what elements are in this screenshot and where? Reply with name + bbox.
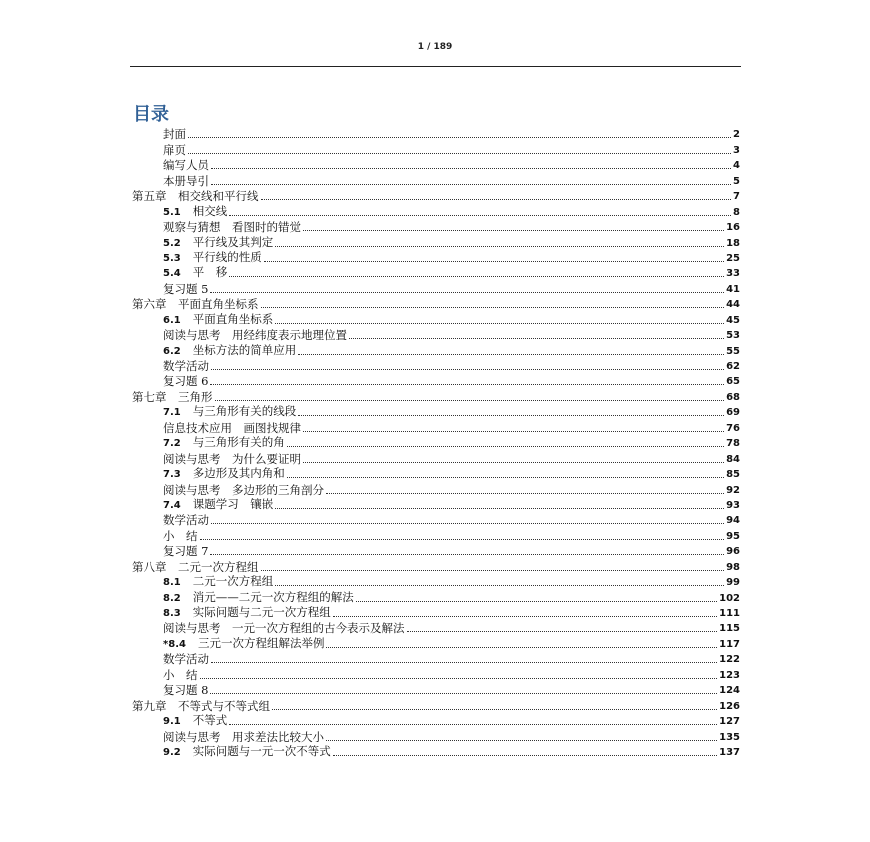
toc-entry-text: 阅读与思考 用求差法比较大小 [163, 729, 324, 744]
toc-dot-leader [333, 615, 717, 617]
toc-page-number: 111 [719, 608, 740, 619]
toc-entry-text: 不等式 [192, 713, 228, 728]
toc-entry-text: 复习题 8 [163, 683, 209, 698]
page-indicator: 1 / 189 [417, 42, 453, 52]
toc-dot-leader [275, 507, 724, 509]
toc-entry-text: 相交线 [192, 203, 228, 218]
toc-dot-leader [333, 754, 717, 756]
toc-dot-leader [188, 152, 731, 154]
toc-entry[interactable] [130, 574, 740, 589]
toc-entry-text: 实际问题与一元一次不等式 [192, 743, 331, 758]
toc-entry-text: 小 结 [163, 528, 198, 543]
toc-entry[interactable] [130, 388, 740, 403]
toc-entry[interactable] [130, 512, 740, 527]
toc-entry-label [163, 436, 285, 450]
toc-entry[interactable] [130, 682, 740, 697]
toc-entry[interactable] [130, 635, 740, 650]
toc-entry-label [163, 159, 209, 172]
toc-entry[interactable] [130, 172, 740, 187]
toc-entry[interactable] [130, 744, 740, 759]
toc-page-number: 126 [719, 700, 740, 712]
toc-entry-label [163, 360, 209, 373]
toc-page-number: 124 [719, 685, 740, 697]
toc-dot-leader [211, 167, 731, 169]
toc-entry[interactable] [130, 265, 740, 280]
toc-page-number: 115 [719, 623, 740, 635]
toc-dot-leader [298, 353, 724, 355]
toc-dot-leader [215, 399, 725, 401]
toc-entry[interactable] [130, 126, 740, 141]
toc-entry-text: 小 结 [163, 667, 198, 682]
toc-entry-text: 编写人员 [163, 158, 209, 173]
header-rule [130, 66, 741, 67]
toc-page-number: 3 [733, 144, 740, 156]
toc-entry-text: 阅读与思考 为什么要证明 [163, 451, 301, 466]
toc-page-number: 99 [726, 577, 740, 589]
toc-page-number: 68 [726, 391, 740, 403]
toc-page-number: 84 [726, 453, 740, 465]
toc-entry[interactable] [130, 311, 740, 326]
toc-dot-leader [210, 553, 724, 555]
toc-entry-label [163, 545, 208, 558]
toc-entry-text: 第五章 相交线和平行线 [132, 189, 259, 204]
toc-title: 目录 [133, 104, 169, 125]
toc-entry[interactable] [130, 435, 740, 450]
toc-page-number: 18 [726, 237, 740, 249]
toc-page-number: 33 [726, 268, 740, 280]
toc-page-number: 85 [726, 469, 740, 481]
toc-entry-label [163, 731, 324, 744]
toc-entry-text: 第七章 三角形 [132, 389, 213, 404]
toc-entry-label [132, 700, 270, 713]
toc-entry-text: 阅读与思考 多边形的三角剖分 [163, 482, 324, 497]
toc-entry[interactable] [130, 296, 740, 311]
toc-entry-text: 坐标方法的简单应用 [192, 342, 297, 357]
toc-entry[interactable] [130, 728, 740, 743]
toc-entry-text: 课题学习 镶嵌 [192, 496, 274, 511]
toc-entry-text: 第九章 不等式与不等式组 [132, 698, 270, 713]
toc-dot-leader [287, 476, 724, 478]
toc-section-number: 5.2 [163, 237, 181, 249]
toc-section-number: 7.2 [163, 438, 181, 450]
toc-entry-text: 多边形及其内角和 [192, 466, 285, 481]
toc-dot-leader [287, 445, 724, 447]
toc-entry-text: 信息技术应用 画图找规律 [163, 420, 301, 435]
toc-entry[interactable] [130, 466, 740, 481]
toc-entry[interactable] [130, 203, 740, 218]
toc-dot-leader [211, 183, 731, 185]
toc-entry-label [132, 391, 213, 404]
toc-entry-text: 复习题 7 [163, 544, 209, 559]
toc-section-number: 8.3 [163, 608, 181, 619]
toc-section-number: 7.3 [163, 469, 181, 481]
toc-page-number: 53 [726, 330, 740, 342]
toc-dot-leader [211, 522, 724, 524]
toc-entry[interactable] [130, 157, 740, 172]
toc-section-number: *8.4 [163, 638, 186, 650]
toc-dot-leader [261, 306, 725, 308]
toc-entry-text: 观察与猜想 看图时的错觉 [163, 220, 301, 235]
toc-page-number: 76 [726, 422, 740, 434]
toc-entry-label [163, 530, 198, 543]
toc-entry-label [163, 175, 209, 188]
toc-entry[interactable] [130, 141, 740, 156]
toc-page-number: 137 [719, 746, 740, 758]
toc-page-number: 5 [733, 175, 740, 187]
toc-entry[interactable] [130, 450, 740, 465]
toc-section-number: 7.4 [163, 499, 181, 511]
toc-entry-label [163, 375, 208, 388]
toc-entry-text: 二元一次方程组 [192, 574, 274, 589]
toc-entry[interactable] [130, 250, 740, 265]
toc-entry-text: 本册导引 [163, 173, 209, 188]
toc-entry-label [163, 453, 301, 466]
toc-entry-text: 数学活动 [163, 359, 209, 373]
toc-entry-label [163, 236, 273, 250]
toc-page-number: 96 [726, 546, 740, 558]
toc-entry[interactable] [130, 651, 740, 666]
toc-page-number: 55 [726, 345, 740, 357]
toc-entry-label [132, 190, 259, 203]
toc-dot-leader [211, 661, 717, 663]
toc-page-number: 25 [726, 252, 740, 264]
toc-page-number: 117 [719, 638, 740, 650]
toc-entry[interactable] [130, 481, 740, 496]
toc-entry-text: 阅读与思考 用经纬度表示地理位置 [163, 328, 347, 343]
toc-dot-leader [188, 136, 731, 138]
toc-dot-leader [326, 646, 717, 648]
toc-entry-label [163, 329, 347, 342]
toc-entry[interactable] [130, 697, 740, 712]
toc-entry-text: 第八章 二元一次方程组 [132, 559, 259, 574]
toc-dot-leader [275, 245, 724, 247]
toc-entry-label [132, 561, 259, 574]
toc-dot-leader [407, 630, 718, 632]
toc-section-number: 6.1 [163, 314, 181, 326]
toc-page-number: 122 [719, 654, 740, 666]
toc-page-number: 94 [726, 515, 740, 527]
toc-page-number: 62 [726, 361, 740, 372]
toc-entry-label [163, 498, 273, 512]
toc-entry[interactable] [130, 404, 740, 419]
toc-entry[interactable] [130, 373, 740, 388]
toc-entry[interactable] [130, 527, 740, 542]
toc-entry[interactable] [130, 558, 740, 573]
toc-page-number: 102 [719, 592, 740, 604]
toc-page-number: 135 [719, 731, 740, 743]
toc-page-number: 78 [726, 438, 740, 450]
toc-entry-label [163, 637, 324, 651]
toc-page-number: 127 [719, 716, 740, 728]
toc-entry-label [163, 606, 331, 620]
toc-page-number: 98 [726, 561, 740, 573]
toc-entry-text: 消元——二元一次方程组的解法 [192, 589, 354, 604]
toc-entry-label [163, 467, 285, 481]
toc-dot-leader [229, 275, 724, 277]
toc-section-number: 8.2 [163, 592, 181, 604]
toc-entry-label [163, 205, 227, 219]
toc-dot-leader [210, 692, 717, 694]
toc-entry-text: 数学活动 [163, 652, 209, 667]
toc-entry-text: 平面直角坐标系 [192, 311, 274, 326]
toc-page-number: 45 [726, 314, 740, 326]
toc-entry-label [163, 266, 227, 280]
toc-entry-label [163, 144, 186, 157]
toc-entry[interactable] [130, 620, 740, 635]
toc-section-number: 5.3 [163, 252, 181, 264]
toc-entry-label [163, 622, 405, 635]
toc-section-number: 8.1 [163, 577, 181, 589]
toc-dot-leader [261, 569, 725, 571]
toc-page-number: 7 [733, 191, 740, 203]
toc-page-number: 123 [719, 669, 740, 681]
toc-entry-text: 复习题 6 [163, 374, 209, 389]
toc-entry-text: 第六章 平面直角坐标系 [132, 297, 259, 312]
toc-entry-label [163, 405, 296, 419]
toc-entry-label [163, 591, 354, 605]
toc-entry-label [163, 514, 209, 527]
toc-dot-leader [210, 383, 724, 385]
toc-entry[interactable] [130, 666, 740, 681]
toc-dot-leader [275, 322, 724, 324]
toc-entry-label [163, 484, 324, 497]
toc-section-number: 5.1 [163, 206, 181, 218]
toc-entry[interactable] [130, 497, 740, 512]
toc-entry[interactable] [130, 713, 740, 728]
toc-entry[interactable] [130, 342, 740, 357]
toc-entry-label [163, 221, 301, 234]
toc-entry[interactable] [130, 234, 740, 249]
toc-entry[interactable] [130, 543, 740, 558]
toc-entry[interactable] [130, 280, 740, 295]
toc-page-number: 16 [726, 222, 740, 234]
toc-dot-leader [303, 430, 724, 432]
toc-dot-leader [275, 584, 724, 586]
toc-page-number: 65 [726, 376, 740, 388]
toc-entry-text: 与三角形有关的角 [192, 435, 285, 450]
toc-entry-label [163, 684, 208, 697]
toc-page-number: 2 [733, 129, 740, 141]
table-of-contents [130, 126, 740, 759]
toc-entry-label [132, 298, 259, 311]
toc-dot-leader [272, 708, 717, 710]
toc-page-number: 95 [726, 530, 740, 542]
toc-dot-leader [298, 414, 724, 416]
toc-page-number: 93 [726, 499, 740, 511]
toc-entry-text: 数学活动 [163, 513, 209, 528]
toc-entry-label [163, 422, 301, 435]
toc-dot-leader [356, 600, 717, 602]
toc-entry-label [163, 283, 208, 296]
toc-dot-leader [229, 723, 717, 725]
toc-entry[interactable] [130, 358, 740, 373]
toc-entry-label [163, 653, 209, 666]
toc-entry-text: 平行线的性质 [192, 249, 262, 264]
toc-page-number: 69 [726, 407, 740, 419]
toc-entry-text: 阅读与思考 一元一次方程组的古今表示及解法 [163, 621, 405, 636]
toc-dot-leader [200, 538, 725, 540]
toc-section-number: 6.2 [163, 345, 181, 357]
toc-entry[interactable] [130, 589, 740, 604]
toc-entry-label [163, 669, 198, 682]
toc-dot-leader [303, 229, 724, 231]
toc-entry-text: 扉页 [163, 142, 186, 157]
toc-dot-leader [211, 368, 724, 370]
toc-entry-label [163, 745, 331, 759]
toc-entry-label [163, 313, 273, 327]
toc-entry-label [163, 251, 262, 265]
toc-entry-text: 实际问题与二元一次方程组 [192, 605, 331, 619]
toc-dot-leader [261, 198, 732, 200]
toc-page-number: 44 [726, 299, 740, 311]
toc-section-number: 5.4 [163, 268, 181, 280]
toc-dot-leader [229, 214, 731, 216]
toc-dot-leader [210, 291, 724, 293]
toc-dot-leader [264, 260, 724, 262]
toc-entry-label [163, 714, 227, 728]
toc-dot-leader [349, 337, 724, 339]
toc-entry-text: 封面 [163, 127, 186, 142]
toc-entry-label [163, 575, 273, 589]
toc-entry[interactable] [130, 419, 740, 434]
toc-dot-leader [326, 492, 724, 494]
toc-entry-text: 复习题 5 [163, 281, 209, 296]
toc-entry[interactable] [130, 605, 740, 620]
toc-page-number: 41 [726, 283, 740, 295]
toc-dot-leader [303, 461, 724, 463]
toc-entry-text: 与三角形有关的线段 [192, 404, 297, 419]
toc-entry[interactable] [130, 219, 740, 234]
toc-entry-label [163, 128, 186, 141]
toc-entry[interactable] [130, 188, 740, 203]
toc-section-number: 9.1 [163, 716, 181, 728]
toc-dot-leader [326, 739, 717, 741]
toc-entry-label [163, 344, 296, 358]
toc-entry-text: 平 移 [192, 265, 228, 280]
toc-page-number: 4 [733, 160, 740, 172]
toc-entry-text: 三元一次方程组解法举例 [197, 635, 325, 650]
toc-entry-text: 平行线及其判定 [192, 234, 274, 249]
toc-section-number: 9.2 [163, 746, 181, 758]
toc-entry[interactable] [130, 327, 740, 342]
toc-page-number: 8 [733, 206, 740, 218]
toc-section-number: 7.1 [163, 407, 181, 419]
toc-dot-leader [200, 677, 718, 679]
toc-page-number: 92 [726, 484, 740, 496]
